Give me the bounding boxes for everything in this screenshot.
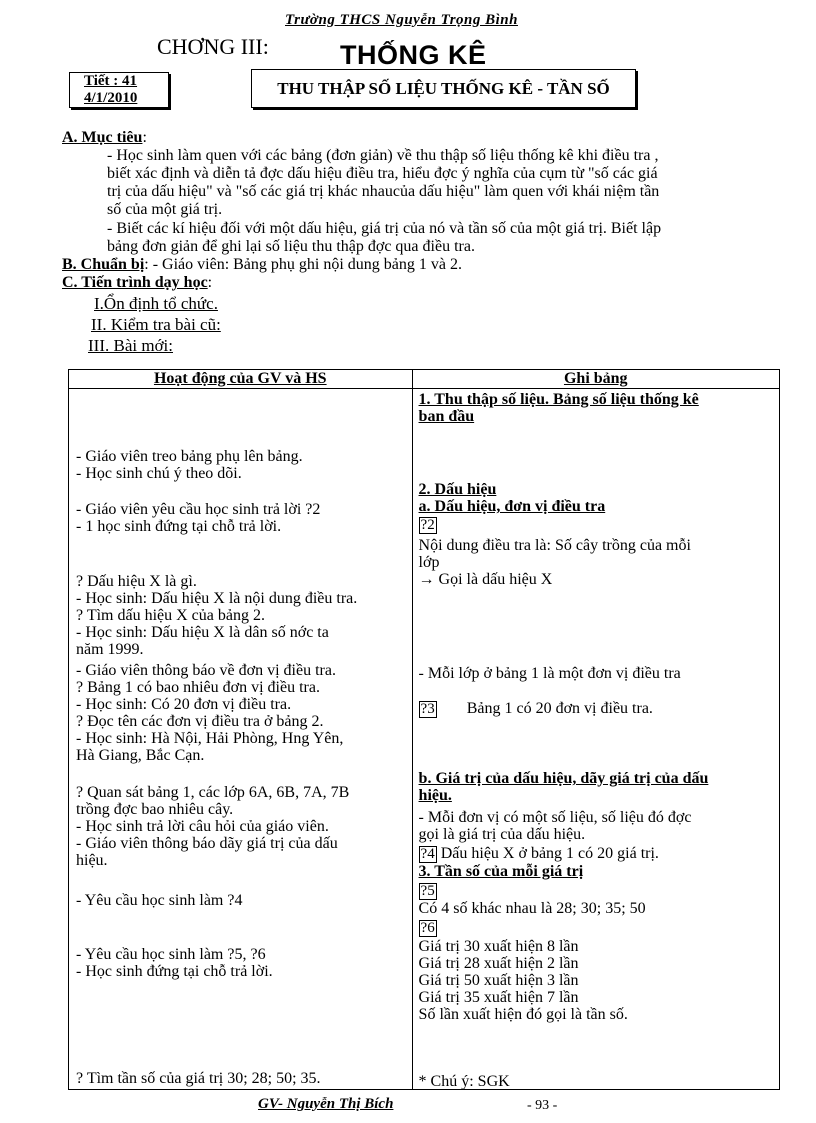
school-header: Trường THCS Nguyễn Trọng Bình (285, 12, 518, 28)
left-line: - Học sinh: Dấu hiệu X là dân số nớc ta (76, 624, 329, 641)
board-heading-1b: ban đầu (418, 408, 475, 425)
section-a-line-4: số của một giá trị. (107, 201, 223, 218)
q5-box: ?5 (420, 883, 435, 899)
board-line: gọi là giá trị của dấu hiệu. (418, 826, 586, 843)
left-line: năm 1999. (76, 641, 144, 658)
board-line: Giá trị 35 xuất hiện 7 lần (418, 989, 579, 1006)
board-heading-2: 2. Dấu hiệu (418, 481, 497, 498)
board-line: Có 4 số khác nhau là 28; 30; 35; 50 (418, 900, 646, 917)
question-2 (419, 516, 437, 534)
header-board: Ghi bảng (412, 370, 779, 389)
board-line: - Mỗi lớp ở bảng 1 là một đơn vị điều tra (418, 665, 681, 682)
section-a-line-6: bảng đơn giản để ghi lại số liệu thu thập đợc qua điều tra. (107, 238, 475, 255)
left-line: ? Quan sát bảng 1, các lớp 6A, 6B, 7A, 7B (76, 784, 350, 801)
question-5 (419, 882, 437, 900)
left-line: hiệu. (76, 852, 108, 869)
left-line: ? Dấu hiệu X là gì. (76, 573, 197, 590)
step-3: III. Bài mới: (88, 336, 173, 355)
board-line-text: Bảng 1 có 20 đơn vị điều tra. (466, 700, 653, 717)
step-1: I.Ổn định tổ chức. (94, 294, 218, 313)
section-b-text: : - Giáo viên: Bảng phụ ghi nội dung bảng 1 và 2. (144, 256, 462, 273)
board-cell (412, 389, 779, 1090)
section-c (62, 274, 212, 292)
q2-box: ?2 (420, 517, 435, 533)
section-a-line-1: - Học sinh làm quen với các bảng (đơn giản) về thu thập số liệu thống kê khi điều tra , (107, 147, 659, 164)
left-line: ? Tìm tần số của giá trị 30; 28; 50; 35. (76, 1070, 321, 1087)
board-heading-2b-cont: hiệu. (418, 787, 452, 804)
lesson-table (68, 369, 780, 1090)
question-3 (419, 700, 653, 718)
page-number: - 93 - (527, 1098, 558, 1113)
section-a-line-5: - Biết các kí hiệu đối với một dấu hiệu, giá trị của nó và tần số của một giá trị. Biết lập (107, 220, 662, 237)
board-heading-1: 1. Thu thập số liệu. Bảng số liệu thống kê (418, 391, 699, 408)
section-c-label: C. Tiến trình dạy học (62, 274, 208, 291)
board-line (419, 571, 553, 588)
section-a-line-3: trị của dấu hiệu" và "số các giá trị khác nhaucủa dấu hiệu" làm quen với khái niệm tần (107, 183, 660, 200)
board-line: Giá trị 50 xuất hiện 3 lần (418, 972, 579, 989)
lesson-period: Tiết : 41 (84, 73, 138, 89)
left-line: - Giáo viên treo bảng phụ lên bảng. (76, 448, 303, 465)
board-heading-3: 3. Tần số của mỗi giá trị (418, 863, 584, 880)
q6-box: ?6 (420, 920, 435, 936)
q3-box: ?3 (420, 701, 435, 717)
left-line: - Học sinh: Hà Nội, Hải Phòng, Hng Yên, (76, 730, 344, 747)
lesson-title: THU THẬP SỐ LIỆU THỐNG KÊ - TẦN SỐ (277, 78, 610, 98)
section-b (62, 256, 462, 274)
left-line: - Học sinh trả lời câu hỏi của giáo viên. (76, 818, 329, 835)
left-line: Hà Giang, Bắc Cạn. (76, 747, 205, 764)
left-line: - Học sinh đứng tại chỗ trả lời. (76, 963, 273, 980)
activities-cell (69, 389, 413, 1090)
arrow-right-icon: → (418, 571, 435, 588)
chapter-label: CHƠNG III: (157, 34, 269, 59)
q4-box: ?4 (420, 846, 435, 862)
section-c-colon: : (207, 274, 213, 291)
left-line: ? Đọc tên các đơn vị điều tra ở bảng 2. (76, 713, 324, 730)
board-line: lớp (418, 554, 440, 571)
left-line: - 1 học sinh đứng tại chỗ trả lời. (76, 518, 282, 535)
board-line: Nội dung điều tra là: Số cây trồng của mỗi (418, 537, 691, 554)
board-line-text: Dấu hiệu X ở bảng 1 có 20 giá trị. (440, 845, 659, 862)
step-2: II. Kiểm tra bài cũ: (91, 315, 221, 334)
section-a-heading (62, 129, 147, 147)
left-line: - Yêu cầu học sinh làm ?5, ?6 (76, 946, 266, 963)
chapter-title: THỐNG KÊ (340, 40, 487, 70)
left-line: - Học sinh: Dấu hiệu X là nội dung điều tra. (76, 590, 358, 607)
board-line: - Mỗi đơn vị có một số liệu, số liệu đó đợc (418, 809, 692, 826)
left-line: ? Bảng 1 có bao nhiêu đơn vị điều tra. (76, 679, 320, 696)
left-line: - Giáo viên yêu cầu học sinh trả lời ?2 (76, 501, 321, 518)
left-line: - Học sinh: Có 20 đơn vị điều tra. (76, 696, 292, 713)
board-line: * Chú ý: SGK (418, 1073, 510, 1090)
footer-teacher: GV- Nguyễn Thị Bích (258, 1096, 394, 1112)
lesson-title-box (251, 69, 636, 108)
question-6 (419, 919, 437, 937)
left-line: - Giáo viên thông báo về đơn vị điều tra. (76, 662, 336, 679)
left-line: trồng đợc bao nhiêu cây. (76, 801, 234, 818)
section-a-label: A. Mục tiêu (62, 129, 143, 146)
section-a-colon: : (142, 129, 147, 146)
question-4 (419, 845, 659, 863)
left-line: - Giáo viên thông báo dãy giá trị của dấu (76, 835, 338, 852)
header-activities: Hoạt động của GV và HS (69, 370, 413, 389)
board-line: Số lần xuất hiện đó gọi là tần số. (418, 1006, 628, 1023)
board-line-text: Gọi là dấu hiệu X (438, 571, 553, 588)
left-line: - Học sinh chú ý theo dõi. (76, 465, 242, 482)
section-a-line-2: biết xác định và diễn tả đợc dấu hiệu điều tra, hiểu đợc ý nghĩa của cụm từ "số các giá (107, 165, 658, 182)
board-heading-2a: a. Dấu hiệu, đơn vị điều tra (418, 498, 606, 515)
board-line: Giá trị 30 xuất hiện 8 lần (418, 938, 579, 955)
board-heading-2b: b. Giá trị của dấu hiệu, dãy giá trị của dấu (418, 770, 709, 787)
board-line: Giá trị 28 xuất hiện 2 lần (418, 955, 579, 972)
left-line: ? Tìm dấu hiệu X của bảng 2. (76, 607, 265, 624)
lesson-period-box (69, 72, 169, 108)
left-line: - Yêu cầu học sinh làm ?4 (76, 892, 243, 909)
lesson-date: 4/1/2010 (84, 90, 138, 106)
section-b-label: B. Chuẩn bị (62, 256, 145, 273)
